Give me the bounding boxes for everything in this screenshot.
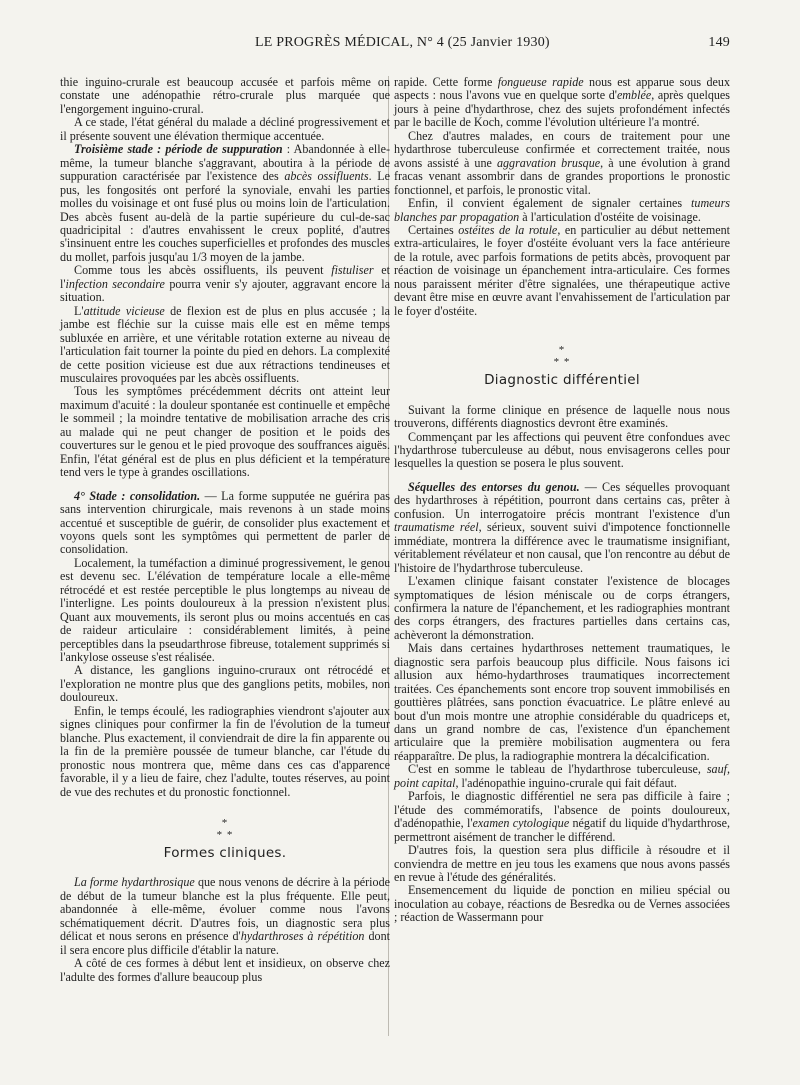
text-run: de flexion est de plus en plus accusée ; la jambe est fléchie sur la cuisse mais elle est en même temps subluxée en arrière, et une véritable rotation externe au niveau de l'articulation fait tourner la pointe du pied en dehors. La complexité de cette position vicieuse est due aux rétractions tendineuses et musculaires provoquées par les abcès ossifluents.: [60, 303, 391, 385]
text-run: C'est en somme le tableau de l'hydarthrose tuberculeuse,: [408, 762, 707, 777]
paragraph: [394, 481, 730, 575]
text-run: Certaines: [408, 222, 459, 237]
paragraph: A ce stade, l'état général du malade a décliné progressivement et il présente souvent une élévation thermique accentuée.: [60, 115, 390, 143]
paragraph: Enfin, le temps écoulé, les radiographies viendront s'ajouter aux signes cliniques pour confirmer la fin de l'évolution de la tumeur blanche. Plus exactement, il conviendrait de dire la fin apparente ou la fin de la première poussée de tumeur blanche, car l'étude du pronostic nous montrera que, même dans ces cas d'apparence favorable, il y a lieu de faire, chez l'adulte, toutes réserves, au point de vue des rechutes et du pronostic fonctionnel.: [60, 703, 390, 799]
paragraph: Localement, la tuméfaction a diminué progressivement, le genou est devenu sec. L'élévation de température locale a elle-même rétrocédé et est restée perceptible le plus longtemps au niveau de l'interligne. Les points douloureux à la pression n'existent plus. Quant aux mouvements, ils seront plus ou moins accentués en cas de raideur articulaire : considérablement limités, à peine perceptibles dans la pseudarthrose fibreuse, totalement supprimés si l'ankylose osseuse s'est réalisée.: [60, 555, 390, 665]
paragraph: [394, 763, 730, 790]
text-run: Enfin, il convient également de signaler certaines: [408, 196, 692, 211]
right-column: [394, 76, 730, 925]
text-run: nous est apparue sous deux aspects : nous l'avons vue en quelque sorte d': [394, 75, 730, 103]
text-run: — La forme supputée ne guérira pas sans intervention chirurgicale, mais revenons à un stade moins accentué et susceptible de guérir, de consolider plus exactement et voyons quels sont les symptômes qui permettent de parler de consolidation.: [60, 488, 390, 557]
paragraph: [60, 305, 390, 386]
paragraph: [394, 76, 730, 130]
emphasis: ostéites de la rotule: [458, 222, 558, 237]
text-run: , à une évolution à grand fracas venant assombrir dans de grandes proportions le pronostic fonctionnel, et parfois, le pronostic vital.: [394, 155, 730, 197]
paragraph: Ensemencement du liquide de ponction en milieu spécial ou inoculation au cobaye, réactions de Besredka ou de Vernes associées ; réaction de Wassermann pour: [394, 883, 730, 925]
emphasis: emblée: [616, 88, 652, 103]
paragraph: Commençant par les affections qui peuvent être confondues avec l'hydarthrose tuberculeuse au début, nous envisagerons celles pour lesquelles la question se posera le plus souvent.: [394, 429, 730, 471]
paragraph: thie inguino-crurale est beaucoup accusée et parfois même on constate une adénopathie rétro-crurale plus marquée que l'engorgement inguino-crural.: [60, 75, 390, 116]
left-column: [60, 76, 390, 984]
text-run: , sérieux, souvent suivi d'impotence fonctionnelle immédiate, montrera la différence avec le traumatisme insignifiant, véritablement révélateur et non causal, que l'on rencontre au début de l'histoire de l'hydarthrose tuberculeuse.: [394, 520, 730, 575]
running-title: LE PROGRÈS MÉDICAL, N° 4 (25 Janvier 1930): [255, 35, 550, 50]
text-run: rapide. Cette forme: [394, 75, 498, 89]
emphasis: fongueuse rapide: [497, 75, 584, 89]
paragraph: [394, 130, 730, 197]
emphasis: tumeurs blanches par propagation: [394, 196, 730, 224]
text-run: , l'adénopathie inguino-crurale qui fait défaut.: [455, 775, 677, 790]
paragraph: [60, 143, 390, 264]
text-run: L': [74, 303, 84, 318]
emphasis: traumatisme réel: [394, 520, 479, 535]
text-run: pourra venir s'y ajouter, aggravant encore la situation.: [60, 276, 390, 305]
section-separator: * * *: [216, 817, 234, 842]
section-title: Troisième stade : période de suppuration: [74, 142, 283, 157]
emphasis: attitude vicieuse: [83, 303, 165, 318]
emphasis: hydarthroses à répétition: [240, 929, 365, 944]
section-title: Séquelles des entorses du genou.: [408, 479, 580, 494]
paragraph: L'examen clinique faisant constater l'existence de blocages symptomatiques de lésion méniscale ou de corps étrangers, confirmera la nature de l'épanchement, et les radiographies montrant des corps étrangers, des fractures partielles dans certains cas, achèveront la démonstration.: [394, 574, 730, 642]
text-run: , en particulier au début nettement extra-articulaires, le foyer d'ostéite évoluant vers la face antérieure de la rotule, avec parfois formations de petits abcès, provoquent par réaction de voisinage un épanchement intra-articulaire. Ces formes nous paraissent mériter d'être signalées, une thérapeutique active devant être mise en œuvre avant l'envahissement de l'articulation par le foyer d'ostéite.: [394, 222, 731, 318]
page-header: [60, 35, 730, 55]
section-title: 4° Stade : consolidation.: [74, 488, 201, 503]
paragraph: Suivant la forme clinique en présence de laquelle nous nous trouverons, différents diagnostics devront être examinés.: [394, 402, 730, 431]
text-run: et l': [60, 263, 390, 291]
paragraph: [60, 490, 390, 557]
paragraph: [394, 197, 730, 224]
text-run: dont il sera encore plus difficile d'établir la nature.: [60, 929, 390, 957]
section-separator: * * *: [553, 344, 571, 369]
emphasis: aggravation brusque: [496, 155, 601, 170]
page-number: 149: [708, 35, 730, 50]
paragraph: [60, 264, 390, 304]
paragraph: Tous les symptômes précédemment décrits ont atteint leur maximum d'acuité : la douleur spontanée est continuelle et empêche le sommeil ; la moindre tentative de mobilisation arrache des cris au malade qui ne peut changer de position et le poids des couvertures sur le genou et le pied provoque des souffrances aiguës. Enfin, l'état général est de plus en plus déficient et la température tend vers le type à grandes oscillations.: [60, 384, 390, 480]
text-run: — Ces séquelles provoquant des hydarthroses à répétition, pourront dans certains cas, prêter à confusion. Un interrogatoire précis montrant l'existence d'un: [394, 479, 730, 521]
text-run: : Abandonnée à elle-même, la tumeur blanche s'aggravant, aboutira à la période de suppuration caractérisée par l'existence des: [60, 142, 390, 184]
emphasis: infection secondaire: [65, 276, 165, 291]
paragraph: A côté de ces formes à début lent et insidieux, on observe chez l'adulte des formes d'allure beaucoup plus: [60, 956, 390, 984]
emphasis: sauf, point capital: [394, 762, 730, 790]
paragraph: D'autres fois, la question sera plus difficile à résoudre et il conviendra de mettre en jeu tous les examens que nous avons passés en revue à l'étude des généralités.: [394, 843, 730, 885]
emphasis: La forme hydarthrosique: [74, 875, 195, 890]
paragraph: [60, 876, 390, 957]
text-run: à l'articulation d'ostéite de voisinage.: [519, 209, 701, 224]
text-run: , après quelques jours à peine d'hydarthrose, chez des sujets profondément infectés par le bacille de Koch, comme l'évolution ultérieure l'a montré.: [394, 88, 731, 130]
text-run: . Le pus, les fongosités ont perforé la synoviale, envahi les parties molles du voisinage et ont fusé plus ou moins loin de l'articulation. Des abcès fusent au-delà de la partie supérieure du cul-de-sac quadricipital : d'autres envahissent le creux poplité, d'autres s'insinuent entre les couches superficielles et profondes des muscles du mollet, parfois jusqu'au 1/3 moyen de la jambe.: [60, 169, 390, 264]
paragraph: Mais dans certaines hydarthroses nettement traumatiques, le diagnostic sera parfois beaucoup plus difficile. Nous faisons ici allusion aux hémo-hydarthroses traumatiques incorrectement traitées. Ces épanchements sont encore trop souvent immobilisés en gouttières plâtrées, sans ponction évacuatrice. Le plâtre enlevé au bout d'un mois montre une atrophie considérable du quadriceps et, dans un grand nombre de cas, l'existence d'un épanchement articulaire que la première mobilisation augmentera ou fera réapparaître. De plus, la radiographie montrera la décalcification.: [394, 641, 730, 763]
text-run: Chez d'autres malades, en cours de traitement pour une hydarthrose tuberculeuse confirmée et correctement traitée, nous avons assisté à une: [394, 128, 730, 170]
text-run: que nous venons de décrire à la période de début de la tumeur blanche est la plus fréquente. Elle peut, abandonnée à elle-même, évoluer comme nous l'avons schématiquement décrit. D'autres fois, un diagnostic sera plus délicat et nous serons en présence d': [60, 875, 390, 944]
paragraph: [394, 790, 730, 844]
paragraph: [394, 224, 730, 318]
text-run: négatif du liquide d'hydarthrose, permettront aisément de trancher le différend.: [394, 816, 730, 844]
text-run: Parfois, le diagnostic différentiel ne sera pas difficile à faire ; l'étude des commémoratifs, l'absence de points douloureux, d'adénopathie, l': [394, 789, 730, 831]
paragraph: A distance, les ganglions inguino-cruraux ont rétrocédé et l'exploration ne montre plus que des ganglions petits, mobiles, non douloureux.: [60, 663, 390, 705]
section-heading: Formes cliniques.: [163, 845, 287, 862]
text-run: Comme tous les abcès ossifluents, ils peuvent: [74, 263, 332, 278]
emphasis: abcès ossifluents: [284, 169, 369, 184]
section-heading: Diagnostic différentiel: [484, 372, 640, 389]
emphasis: examen cytologique: [472, 816, 570, 831]
emphasis: fistuliser: [331, 263, 374, 278]
